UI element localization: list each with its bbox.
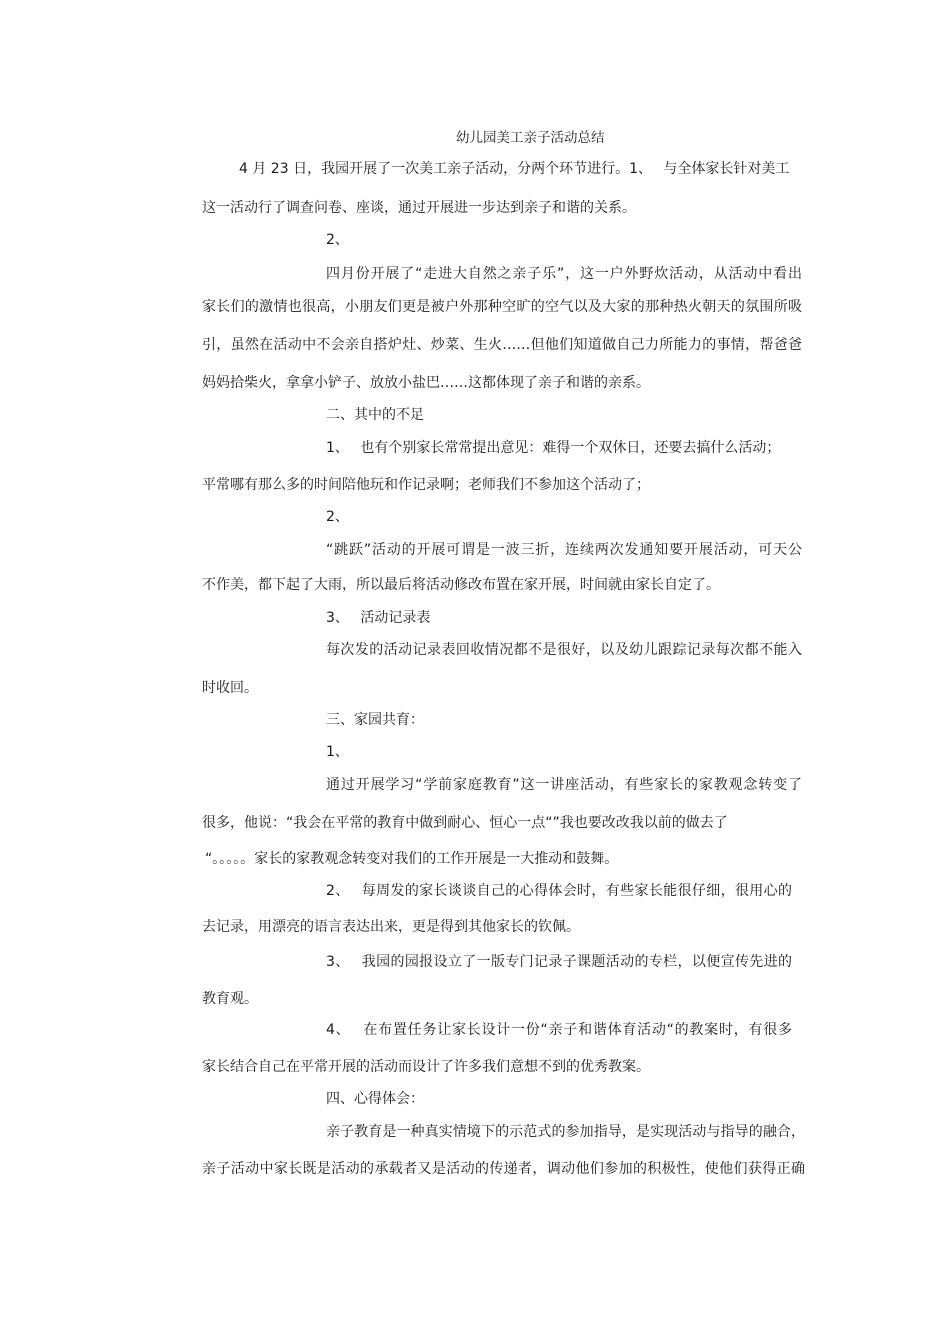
list-number: 2、 <box>326 509 349 525</box>
paragraph-line: 亲子教育是一种真实情境下的示范式的参加指导，是实现活动与指导的融合， <box>326 1124 805 1140</box>
section-heading: 三、家园共育： <box>326 712 424 728</box>
paragraph-line: 教育观。 <box>202 991 258 1007</box>
document-title: 幼儿园美工亲子活动总结 <box>456 130 605 146</box>
list-item: 3、 活动记录表 <box>326 610 431 626</box>
paragraph-line: 时收回。 <box>202 680 258 696</box>
paragraph-line: 不作美，都下起了大雨，所以最后将活动修改布置在家开展，时间就由家长自定了。 <box>202 577 720 593</box>
paragraph-line: 家长结合自己在平常开展的活动而设计了许多我们意想不到的优秀教案。 <box>202 1059 650 1075</box>
list-number: 2、 <box>326 232 349 248</box>
paragraph-line: 每次发的活动记录表回收情况都不是很好，以及幼儿跟踪记录每次都不能入 <box>326 642 802 658</box>
paragraph-line: 这一活动行了调查问卷、座谈，通过开展进一步达到亲子和谐的关系。 <box>202 200 636 216</box>
paragraph-line: 很多，他说：“我会在平常的教育中做到耐心、恒心一点“”我也要改改我以前的做去了 <box>202 815 728 831</box>
paragraph-line: 1、 也有个别家长常常提出意见：难得一个双休日，还要去搞什么活动； <box>326 440 781 456</box>
paragraph-line: 3、 我园的园报设立了一版专门记录子课题活动的专栏，以便宣传先进的 <box>326 954 792 970</box>
paragraph-line: 家长们的激情也很高，小朋友们更是被户外那种空旷的空气以及大家的那种热火朝天的氛围所吸 <box>202 299 802 315</box>
paragraph-line: 四月份开展了“走进大自然之亲子乐”，这一户外野炊活动，从活动中看出 <box>326 266 802 282</box>
paragraph-line: 妈妈拾柴火，拿拿小铲子、放放小盐巴……这都体现了亲子和谐的亲系。 <box>202 375 650 391</box>
section-heading: 二、其中的不足 <box>326 407 424 423</box>
paragraph-line: 4 月 23 日，我园开展了一次美工亲子活动，分两个环节进行。1、 与全体家长针对美工 <box>239 161 790 177</box>
paragraph-line: 亲子活动中家长既是活动的承载者又是活动的传递者，调动他们参加的积极性，使他们获得正确 <box>202 1161 805 1177</box>
paragraph-line: 引，虽然在活动中不会亲自搭炉灶、炒菜、生火……但他们知道做自己力所能力的事情，帮爸爸 <box>202 337 802 353</box>
paragraph-line: “。。。。。家长的家教观念转变对我们的工作开展是一大推动和鼓舞。 <box>205 851 619 867</box>
paragraph-line: 去记录，用漂亮的语言表达出来，更是得到其他家长的钦佩。 <box>202 919 580 935</box>
paragraph-line: “跳跃”活动的开展可谓是一波三折，连续两次发通知要开展活动，可天公 <box>326 542 802 558</box>
section-heading: 四、心得体会： <box>326 1091 424 1107</box>
paragraph-line: 2、 每周发的家长谈谈自己的心得体会时，有些家长能很仔细，很用心的 <box>326 883 792 899</box>
paragraph-line: 平常哪有那么多的时间陪他玩和作记录啊；老师我们不参加这个活动了； <box>202 477 650 493</box>
paragraph-line: 通过开展学习“学前家庭教育”这一讲座活动，有些家长的家教观念转变了 <box>326 777 802 793</box>
list-number: 1、 <box>326 744 349 760</box>
paragraph-line: 4、 在布置任务让家长设计一份“亲子和谐体育活动“的教案时，有很多 <box>326 1022 792 1038</box>
